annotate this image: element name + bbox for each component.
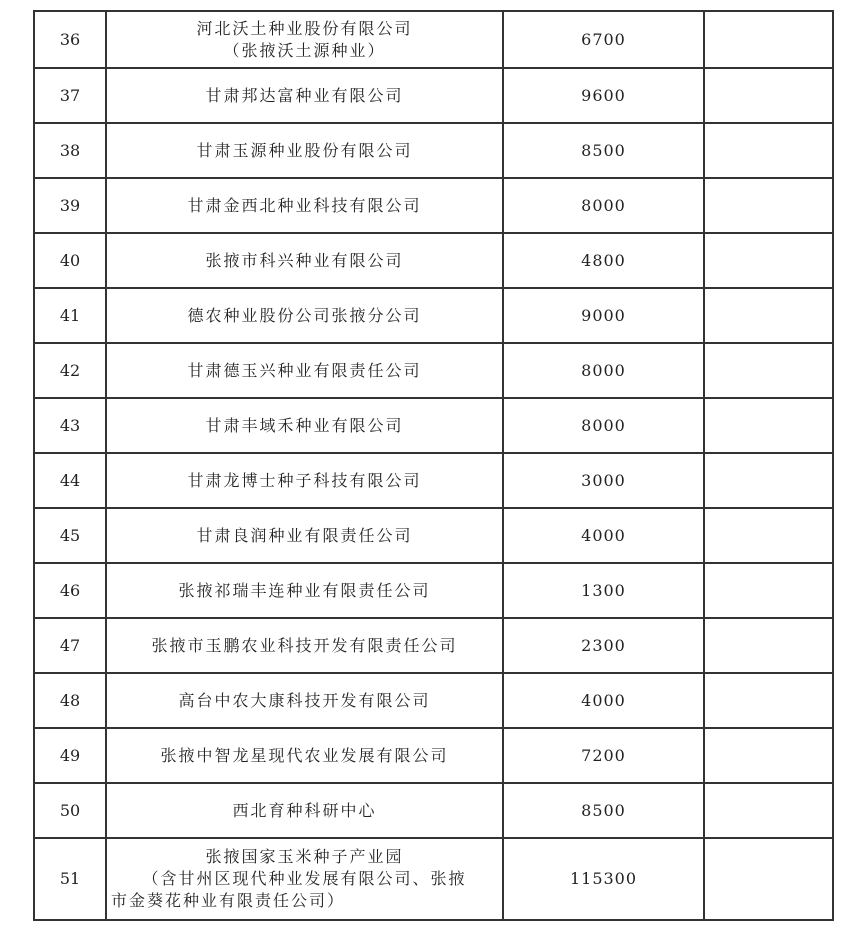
company-name-line: 甘肃丰域禾种业有限公司 [205, 415, 404, 435]
company-name [106, 673, 503, 728]
area-value: 8000 [503, 178, 704, 233]
area-value: 4800 [503, 233, 704, 288]
row-number: 48 [34, 673, 106, 728]
row-number: 37 [34, 68, 106, 123]
area-value: 9600 [503, 68, 704, 123]
area-value: 1300 [503, 563, 704, 618]
company-name [106, 453, 503, 508]
table-row [34, 453, 833, 508]
company-name [106, 233, 503, 288]
table-row [34, 728, 833, 783]
company-name-line: 张掖市科兴种业有限公司 [205, 250, 404, 270]
table-row [34, 618, 833, 673]
company-name [106, 288, 503, 343]
table-row [34, 783, 833, 838]
company-name-line: 市金葵花种业有限责任公司） [111, 891, 346, 910]
company-name [106, 343, 503, 398]
area-value: 9000 [503, 288, 704, 343]
area-value: 115300 [503, 838, 704, 920]
company-name [106, 68, 503, 123]
company-name-line: 甘肃玉源种业股份有限公司 [196, 140, 413, 160]
row-number: 51 [34, 838, 106, 920]
note-cell [704, 563, 833, 618]
area-value: 6700 [503, 11, 704, 68]
note-cell [704, 288, 833, 343]
row-number: 40 [34, 233, 106, 288]
row-number: 42 [34, 343, 106, 398]
company-name-line: 张掖中智龙星现代农业发展有限公司 [160, 745, 449, 765]
table-row [34, 673, 833, 728]
note-cell [704, 178, 833, 233]
area-value: 3000 [503, 453, 704, 508]
row-number: 36 [34, 11, 106, 68]
table-row [34, 288, 833, 343]
table-row [34, 178, 833, 233]
area-value: 8000 [503, 398, 704, 453]
company-name-line: 甘肃龙博士种子科技有限公司 [187, 470, 422, 490]
company-name-line: 张掖国家玉米种子产业园 [205, 847, 404, 866]
company-name-line: 西北育种科研中心 [232, 800, 377, 820]
company-name [106, 728, 503, 783]
company-name-line: 河北沃土种业股份有限公司 [196, 18, 413, 38]
company-name-line: （张掖沃土源种业） [223, 40, 386, 60]
note-cell [704, 508, 833, 563]
table-row [34, 343, 833, 398]
note-cell [704, 728, 833, 783]
note-cell [704, 68, 833, 123]
note-cell [704, 453, 833, 508]
note-cell [704, 233, 833, 288]
row-number: 49 [34, 728, 106, 783]
note-cell [704, 11, 833, 68]
company-name-line: 甘肃邦达富种业有限公司 [205, 85, 404, 105]
note-cell [704, 783, 833, 838]
note-cell [704, 838, 833, 920]
row-number: 45 [34, 508, 106, 563]
table-row [34, 838, 833, 920]
row-number: 47 [34, 618, 106, 673]
area-value: 7200 [503, 728, 704, 783]
table-row [34, 398, 833, 453]
row-number: 39 [34, 178, 106, 233]
company-name-line: 甘肃德玉兴种业有限责任公司 [187, 360, 422, 380]
company-name [106, 398, 503, 453]
company-name-line: 高台中农大康科技开发有限公司 [178, 690, 431, 710]
area-value: 8500 [503, 123, 704, 178]
table-row [34, 508, 833, 563]
note-cell [704, 343, 833, 398]
row-number: 46 [34, 563, 106, 618]
area-value: 8500 [503, 783, 704, 838]
area-value: 4000 [503, 508, 704, 563]
note-cell [704, 618, 833, 673]
note-cell [704, 673, 833, 728]
area-value: 8000 [503, 343, 704, 398]
table-row [34, 563, 833, 618]
company-name [106, 178, 503, 233]
row-number: 41 [34, 288, 106, 343]
company-name-line: 德农种业股份公司张掖分公司 [187, 305, 422, 325]
row-number: 50 [34, 783, 106, 838]
row-number: 38 [34, 123, 106, 178]
note-cell [704, 398, 833, 453]
company-name [106, 508, 503, 563]
company-name [106, 123, 503, 178]
table-row [34, 11, 833, 68]
company-name-line: （含甘州区现代种业发展有限公司、张掖 [142, 869, 467, 888]
company-name-line: 张掖市玉鹏农业科技开发有限责任公司 [151, 635, 458, 655]
table-row [34, 68, 833, 123]
company-name [106, 838, 503, 920]
area-value: 2300 [503, 618, 704, 673]
company-name [106, 618, 503, 673]
table-row [34, 123, 833, 178]
company-name [106, 563, 503, 618]
company-name-line: 甘肃金西北种业科技有限公司 [187, 195, 422, 215]
company-name [106, 783, 503, 838]
company-name [106, 11, 503, 68]
note-cell [704, 123, 833, 178]
seed-company-table [33, 10, 834, 921]
company-name-line: 甘肃良润种业有限责任公司 [196, 525, 413, 545]
table-row [34, 233, 833, 288]
company-name-line: 张掖祁瑞丰连种业有限责任公司 [178, 580, 431, 600]
row-number: 44 [34, 453, 106, 508]
row-number: 43 [34, 398, 106, 453]
area-value: 4000 [503, 673, 704, 728]
